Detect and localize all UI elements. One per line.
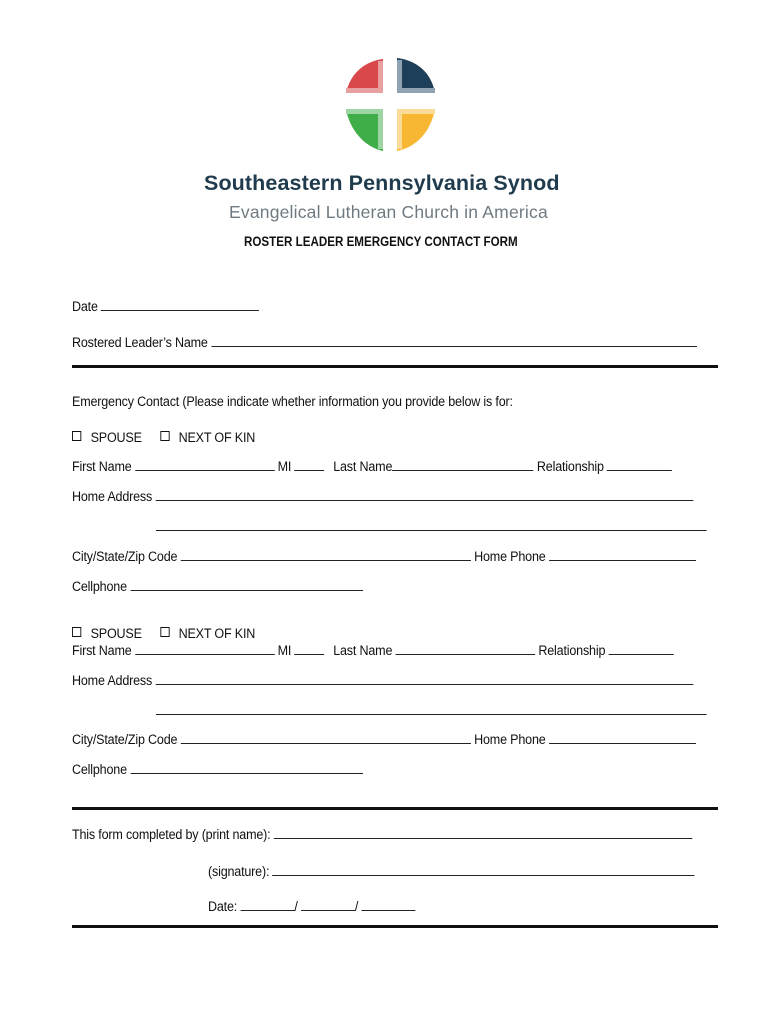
date-year-line[interactable] — [362, 899, 416, 911]
relationship-label: Relationship — [538, 643, 606, 658]
address-line-2[interactable] — [156, 703, 707, 715]
city-phone-row-2 — [72, 732, 696, 747]
cellphone-label: Cellphone — [72, 762, 127, 777]
home-phone-label: Home Phone — [474, 549, 546, 564]
first-name-label: First Name — [72, 459, 132, 474]
logo-navy-quadrant — [397, 58, 435, 93]
logo-cross-horizontal — [343, 93, 439, 109]
leader-name-field[interactable] — [72, 335, 696, 350]
date-day-line[interactable] — [301, 899, 355, 911]
leader-name-line[interactable] — [211, 335, 696, 347]
last-name-label: Last Name — [333, 643, 393, 658]
signature-line[interactable] — [273, 864, 695, 876]
org-subtitle: Evangelical Lutheran Church in America — [229, 202, 548, 222]
emergency-contact-instructions: Emergency Contact (Please indicate whether information you provide below is for: — [72, 394, 513, 409]
section-divider-2 — [72, 807, 718, 810]
next-of-kin-label: NEXT OF KIN — [178, 626, 256, 641]
home-phone-line[interactable] — [549, 549, 696, 561]
first-name-label: First Name — [72, 643, 132, 658]
completed-by-row — [72, 827, 692, 842]
completion-date-row — [208, 899, 415, 914]
relation-options-2 — [72, 626, 255, 641]
date-field[interactable] — [72, 299, 259, 314]
logo-red-quadrant — [346, 59, 383, 93]
org-name: Southeastern Pennsylvania Synod — [204, 171, 560, 195]
leader-name-label: Rostered Leader’s Name — [72, 335, 208, 350]
logo-yellow-quadrant — [397, 109, 435, 151]
home-phone-label: Home Phone — [474, 732, 546, 747]
date-separator-1: / — [294, 899, 298, 914]
completed-by-label: This form completed by (print name): — [72, 827, 271, 842]
date-line[interactable] — [101, 299, 259, 311]
home-address-label: Home Address — [72, 489, 153, 504]
cellphone-label: Cellphone — [72, 579, 127, 594]
address-line-2-row-2 — [156, 703, 707, 718]
first-name-line[interactable] — [135, 459, 275, 471]
next-of-kin-checkbox[interactable] — [160, 627, 169, 637]
date-separator-2: / — [354, 899, 359, 914]
last-name-line[interactable] — [392, 459, 533, 471]
synod-cross-logo — [343, 55, 439, 155]
city-state-zip-label: City/State/Zip Code — [72, 549, 178, 564]
relationship-line[interactable] — [609, 643, 674, 655]
completion-date-label: Date: — [208, 899, 238, 914]
signature-row — [208, 864, 695, 879]
cellphone-row-1 — [72, 579, 363, 594]
cellphone-line[interactable] — [130, 762, 363, 774]
section-divider-1 — [72, 365, 718, 368]
city-phone-row-1 — [72, 549, 696, 564]
form-title: ROSTER LEADER EMERGENCY CONTACT FORM — [244, 234, 518, 249]
cellphone-row-2 — [72, 762, 363, 777]
next-of-kin-checkbox[interactable] — [160, 431, 169, 441]
home-address-row-1 — [72, 489, 693, 504]
home-address-line[interactable] — [155, 673, 693, 685]
city-state-zip-line[interactable] — [181, 549, 471, 561]
last-name-line[interactable] — [396, 643, 536, 655]
relationship-line[interactable] — [607, 459, 672, 471]
spouse-label: SPOUSE — [90, 430, 142, 445]
next-of-kin-label: NEXT OF KIN — [178, 430, 256, 445]
signature-label: (signature): — [208, 864, 270, 879]
home-address-label: Home Address — [72, 673, 153, 688]
home-phone-line[interactable] — [549, 732, 696, 744]
date-label: Date — [72, 299, 98, 314]
spouse-checkbox[interactable] — [72, 627, 81, 637]
city-state-zip-line[interactable] — [181, 732, 471, 744]
mi-label: MI — [277, 643, 292, 658]
mi-label: MI — [277, 459, 292, 474]
section-divider-3 — [72, 925, 718, 928]
name-row-1 — [72, 459, 672, 474]
address-line-2-row-1 — [156, 519, 707, 534]
first-name-line[interactable] — [135, 643, 275, 655]
name-row-2 — [72, 643, 674, 658]
home-address-line[interactable] — [155, 489, 693, 501]
city-state-zip-label: City/State/Zip Code — [72, 732, 178, 747]
relationship-label: Relationship — [536, 459, 604, 474]
home-address-row-2 — [72, 673, 693, 688]
last-name-label: Last Name — [333, 459, 393, 474]
completed-by-line[interactable] — [274, 827, 693, 839]
mi-line[interactable] — [295, 459, 325, 471]
relation-options-1 — [72, 430, 255, 445]
address-line-2[interactable] — [156, 519, 707, 531]
cellphone-line[interactable] — [130, 579, 363, 591]
date-month-line[interactable] — [240, 899, 294, 911]
logo-green-quadrant — [346, 109, 383, 151]
spouse-checkbox[interactable] — [72, 431, 81, 441]
spouse-label: SPOUSE — [90, 626, 142, 641]
mi-line[interactable] — [295, 643, 325, 655]
